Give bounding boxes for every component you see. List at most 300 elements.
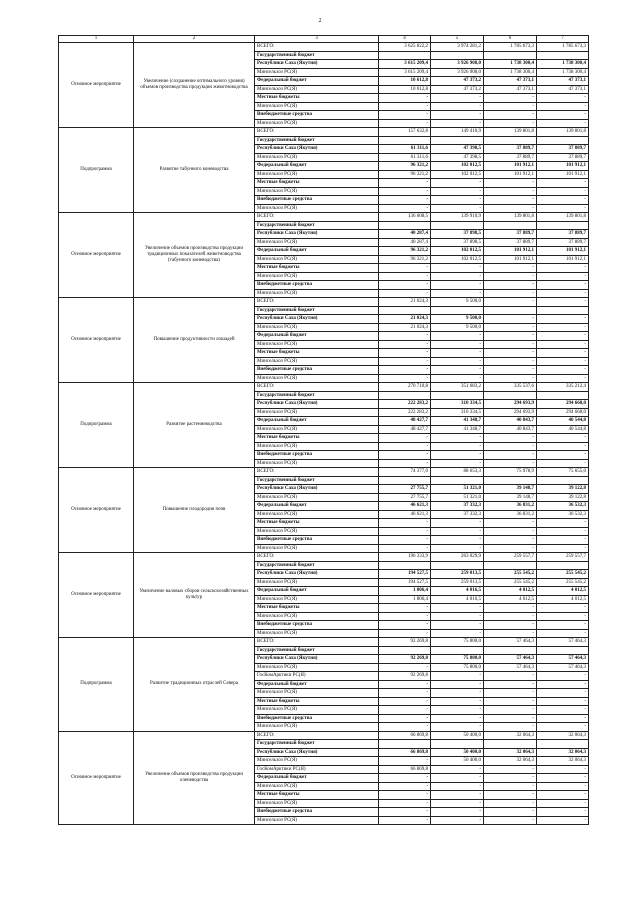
table-row [59, 298, 589, 307]
source-label-cell: Внебюджетные средства [255, 714, 379, 723]
amount-cell: - [484, 799, 537, 808]
amount-cell: - [379, 629, 431, 638]
amount-cell: 102 012,5 [431, 255, 484, 264]
amount-cell: 263 029,9 [431, 553, 484, 562]
amount-cell: - [484, 340, 537, 349]
amount-cell: - [537, 298, 589, 307]
amount-cell: - [379, 757, 431, 766]
amount-cell: - [431, 774, 484, 783]
source-label-cell: Республики Саха (Якутия) [255, 145, 379, 154]
amount-cell [484, 136, 537, 145]
amount-cell: - [484, 621, 537, 630]
amount-cell: 101 912,1 [537, 162, 589, 171]
amount-cell: - [431, 672, 484, 681]
amount-cell [431, 391, 484, 400]
amount-cell [484, 221, 537, 230]
amount-cell: - [537, 706, 589, 715]
amount-cell: - [537, 782, 589, 791]
source-label-cell: Минсельхоз РС(Я) [255, 289, 379, 298]
amount-cell: 294 693,9 [484, 400, 537, 409]
source-label-cell: Местные бюджеты [255, 434, 379, 443]
amount-cell: 88 653,3 [431, 468, 484, 477]
source-label-cell: Федеральный бюджет [255, 502, 379, 511]
amount-cell: - [379, 697, 431, 706]
amount-cell: 75 800,0 [431, 655, 484, 664]
amount-cell: 37 889,7 [537, 230, 589, 239]
source-label-cell: ГосКомАрктики РС(Я) [255, 765, 379, 774]
amount-cell: - [484, 119, 537, 128]
amount-cell: - [379, 527, 431, 536]
amount-cell: - [379, 689, 431, 698]
amount-cell: - [484, 816, 537, 825]
amount-cell: - [431, 723, 484, 732]
amount-cell: - [537, 272, 589, 281]
source-label-cell: Федеральный бюджет [255, 332, 379, 341]
amount-cell: 32 064,3 [484, 748, 537, 757]
row-title-cell: Увеличение объемов производства продукции оленеводства [134, 731, 255, 825]
amount-cell: 96 321,2 [379, 255, 431, 264]
amount-cell: 96 321,2 [379, 162, 431, 171]
source-label-cell: Государственный бюджет [255, 391, 379, 400]
amount-cell: 1 738 300,4 [537, 68, 589, 77]
amount-cell: - [537, 289, 589, 298]
source-label-cell: Минсельхоз РС(Я) [255, 723, 379, 732]
amount-cell: - [431, 442, 484, 451]
source-label-cell: Государственный бюджет [255, 476, 379, 485]
amount-cell: - [484, 366, 537, 375]
amount-cell: 46 621,3 [379, 502, 431, 511]
amount-cell: 40 287,4 [379, 230, 431, 239]
amount-cell: 92 269,8 [379, 672, 431, 681]
amount-cell: - [431, 281, 484, 290]
amount-cell: - [484, 714, 537, 723]
amount-cell [431, 306, 484, 315]
source-label-cell: Внебюджетные средства [255, 451, 379, 460]
amount-cell: - [484, 765, 537, 774]
amount-cell: - [484, 111, 537, 120]
amount-cell: - [431, 527, 484, 536]
source-label-cell: Минсельхоз РС(Я) [255, 442, 379, 451]
page-number: 2 [318, 18, 322, 24]
amount-cell: - [537, 179, 589, 188]
amount-cell: - [537, 714, 589, 723]
amount-cell [537, 561, 589, 570]
amount-cell: - [431, 765, 484, 774]
amount-cell: 351 683,2 [431, 383, 484, 392]
source-label-cell: Минсельхоз РС(Я) [255, 119, 379, 128]
amount-cell: - [379, 196, 431, 205]
amount-cell: 101 912,1 [537, 170, 589, 179]
source-label-cell: Минсельхоз РС(Я) [255, 425, 379, 434]
amount-cell: - [484, 451, 537, 460]
source-label-cell: Минсельхоз РС(Я) [255, 68, 379, 77]
amount-cell: - [484, 612, 537, 621]
amount-cell: - [379, 621, 431, 630]
amount-cell [484, 51, 537, 60]
source-label-cell: Республики Саха (Якутия) [255, 485, 379, 494]
amount-cell: 1 785 673,3 [537, 43, 589, 52]
amount-cell: 47 373,1 [537, 77, 589, 86]
source-label-cell: Местные бюджеты [255, 697, 379, 706]
amount-cell: - [537, 340, 589, 349]
amount-cell: 101 912,1 [484, 170, 537, 179]
amount-cell: - [484, 349, 537, 358]
amount-cell: 27 755,7 [379, 493, 431, 502]
amount-cell: - [379, 791, 431, 800]
amount-cell: - [431, 196, 484, 205]
row-type-cell: Основное мероприятие [59, 468, 134, 553]
amount-cell: - [431, 94, 484, 103]
amount-cell: - [379, 281, 431, 290]
amount-cell: - [537, 442, 589, 451]
amount-cell: 101 912,1 [537, 255, 589, 264]
amount-cell: - [431, 782, 484, 791]
source-label-cell: Минсельхоз РС(Я) [255, 782, 379, 791]
amount-cell: - [537, 111, 589, 120]
amount-cell: 102 012,5 [431, 162, 484, 171]
amount-cell: 1 738 300,4 [537, 60, 589, 69]
amount-cell: - [484, 102, 537, 111]
amount-cell: - [537, 536, 589, 545]
amount-cell: - [379, 119, 431, 128]
amount-cell: - [379, 187, 431, 196]
table-row [59, 383, 589, 392]
amount-cell: 51 321,0 [431, 493, 484, 502]
amount-cell: - [431, 799, 484, 808]
amount-cell: 50 400,0 [431, 757, 484, 766]
amount-cell: - [379, 680, 431, 689]
amount-cell: - [379, 808, 431, 817]
amount-cell [379, 221, 431, 230]
amount-cell: - [484, 281, 537, 290]
amount-cell: 3 615 209,4 [379, 60, 431, 69]
source-label-cell: ВСЕГО: [255, 553, 379, 562]
source-label-cell: Республики Саха (Якутия) [255, 400, 379, 409]
amount-cell [537, 136, 589, 145]
amount-cell: - [379, 102, 431, 111]
amount-cell: 136 608,5 [379, 213, 431, 222]
amount-cell: - [431, 272, 484, 281]
source-label-cell: Минсельхоз РС(Я) [255, 816, 379, 825]
source-label-cell: Минсельхоз РС(Я) [255, 689, 379, 698]
source-label-cell: Республики Саха (Якутия) [255, 315, 379, 324]
amount-cell: 222 283,2 [379, 400, 431, 409]
amount-cell: 1 806,4 [379, 595, 431, 604]
amount-cell: - [537, 519, 589, 528]
amount-cell: 32 064,3 [537, 757, 589, 766]
amount-cell: - [484, 723, 537, 732]
amount-cell: 139 801,8 [484, 128, 537, 137]
amount-cell: 4 012,5 [484, 587, 537, 596]
amount-cell: - [484, 544, 537, 553]
row-title-cell: Повышение плодородия почв [134, 468, 255, 553]
source-label-cell: ВСЕГО: [255, 638, 379, 647]
amount-cell: - [431, 357, 484, 366]
amount-cell [484, 306, 537, 315]
amount-cell: 4 016,5 [431, 587, 484, 596]
header-cell: 3 [255, 36, 379, 43]
source-label-cell: Минсельхоз РС(Я) [255, 544, 379, 553]
source-label-cell: Внебюджетные средства [255, 621, 379, 630]
amount-cell: 32 064,3 [484, 731, 537, 740]
row-type-cell: Основное мероприятие [59, 553, 134, 638]
amount-cell [379, 391, 431, 400]
amount-cell: 66 869,8 [379, 765, 431, 774]
source-label-cell: Республики Саха (Якутия) [255, 230, 379, 239]
amount-cell: - [431, 119, 484, 128]
amount-cell: 255 545,2 [484, 570, 537, 579]
amount-cell: - [537, 672, 589, 681]
amount-cell: - [379, 544, 431, 553]
amount-cell [379, 136, 431, 145]
amount-cell: 37 889,7 [537, 145, 589, 154]
amount-cell: - [379, 663, 431, 672]
amount-cell: - [484, 196, 537, 205]
amount-cell: 21 024,3 [379, 298, 431, 307]
amount-cell: 37 898,5 [431, 238, 484, 247]
source-label-cell: Внебюджетные средства [255, 111, 379, 120]
table-row [59, 638, 589, 647]
amount-cell: 37 889,7 [537, 153, 589, 162]
amount-cell: 32 064,3 [537, 748, 589, 757]
amount-cell: 96 321,2 [379, 247, 431, 256]
amount-cell: - [431, 204, 484, 213]
amount-cell: 101 912,1 [484, 162, 537, 171]
amount-cell: 75 800,0 [431, 638, 484, 647]
amount-cell: 92 269,8 [379, 655, 431, 664]
source-label-cell: Минсельхоз РС(Я) [255, 374, 379, 383]
amount-cell: - [379, 782, 431, 791]
row-title-cell: Увеличение объемов производства продукции традиционных показателей животноводства (табунного коневодства) [134, 213, 255, 298]
amount-cell: - [379, 442, 431, 451]
source-label-cell: Местные бюджеты [255, 604, 379, 613]
amount-cell: 194 527,5 [379, 578, 431, 587]
amount-cell [379, 646, 431, 655]
amount-cell [379, 740, 431, 749]
amount-cell: 50 400,0 [431, 748, 484, 757]
amount-cell: - [537, 323, 589, 332]
source-label-cell: Минсельхоз РС(Я) [255, 757, 379, 766]
amount-cell: 75 978,9 [484, 468, 537, 477]
source-label-cell: Минсельхоз РС(Я) [255, 595, 379, 604]
source-label-cell: Внебюджетные средства [255, 281, 379, 290]
amount-cell: - [431, 629, 484, 638]
amount-cell: 57 464,3 [484, 655, 537, 664]
amount-cell: - [484, 459, 537, 468]
amount-cell: - [431, 451, 484, 460]
source-label-cell: Минсельхоз РС(Я) [255, 204, 379, 213]
amount-cell: - [537, 459, 589, 468]
source-label-cell: Минсельхоз РС(Я) [255, 255, 379, 264]
amount-cell: 36 532,3 [537, 502, 589, 511]
amount-cell: - [537, 374, 589, 383]
amount-cell: 3 926 908,0 [431, 60, 484, 69]
amount-cell: - [379, 332, 431, 341]
amount-cell: 310 334,5 [431, 400, 484, 409]
amount-cell: - [484, 357, 537, 366]
amount-cell: 27 755,7 [379, 485, 431, 494]
source-label-cell: Минсельхоз РС(Я) [255, 706, 379, 715]
amount-cell [431, 561, 484, 570]
amount-cell: - [484, 434, 537, 443]
source-label-cell: Местные бюджеты [255, 94, 379, 103]
amount-cell [537, 740, 589, 749]
amount-cell [484, 476, 537, 485]
amount-cell: - [537, 196, 589, 205]
amount-cell: - [537, 119, 589, 128]
amount-cell: 75 800,0 [431, 663, 484, 672]
amount-cell: 139 801,8 [484, 213, 537, 222]
source-label-cell: Минсельхоз РС(Я) [255, 153, 379, 162]
amount-cell: - [484, 604, 537, 613]
amount-cell: - [484, 519, 537, 528]
header-cell: 2 [134, 36, 255, 43]
amount-cell: 47 373,2 [431, 85, 484, 94]
amount-cell: - [431, 366, 484, 375]
source-label-cell: ВСЕГО: [255, 731, 379, 740]
amount-cell: - [484, 323, 537, 332]
source-label-cell: Федеральный бюджет [255, 587, 379, 596]
amount-cell: - [484, 179, 537, 188]
amount-cell: 9 500,0 [431, 323, 484, 332]
source-label-cell: Минсельхоз РС(Я) [255, 272, 379, 281]
amount-cell: - [537, 689, 589, 698]
row-type-cell: Основное мероприятие [59, 298, 134, 383]
amount-cell: 57 464,3 [484, 638, 537, 647]
amount-cell: 47 373,1 [484, 85, 537, 94]
amount-cell: 1 738 300,4 [484, 68, 537, 77]
amount-cell: - [431, 536, 484, 545]
amount-cell [484, 740, 537, 749]
source-label-cell: Республики Саха (Якутия) [255, 60, 379, 69]
row-type-cell: Основное мероприятие [59, 731, 134, 825]
table-row [59, 731, 589, 740]
header-row [59, 36, 589, 43]
amount-cell: 37 898,5 [431, 230, 484, 239]
source-label-cell: Республики Саха (Якутия) [255, 655, 379, 664]
row-type-cell: Подпрограмма [59, 638, 134, 732]
amount-cell: - [484, 672, 537, 681]
amount-cell: 101 912,1 [484, 247, 537, 256]
amount-cell: 149 410,9 [431, 128, 484, 137]
amount-cell [484, 391, 537, 400]
amount-cell: 36 532,3 [537, 510, 589, 519]
source-label-cell: Минсельхоз РС(Я) [255, 323, 379, 332]
amount-cell: - [431, 612, 484, 621]
source-label-cell: Республики Саха (Якутия) [255, 570, 379, 579]
source-label-cell: ВСЕГО: [255, 213, 379, 222]
amount-cell: - [379, 357, 431, 366]
amount-cell [537, 221, 589, 230]
amount-cell: 46 621,3 [379, 510, 431, 519]
source-label-cell: Внебюджетные средства [255, 808, 379, 817]
amount-cell: - [537, 349, 589, 358]
amount-cell: 255 545,2 [537, 578, 589, 587]
source-label-cell: Минсельхоз РС(Я) [255, 357, 379, 366]
source-label-cell: Минсельхоз РС(Я) [255, 578, 379, 587]
amount-cell: 57 464,3 [537, 638, 589, 647]
amount-cell: 40 544,8 [537, 425, 589, 434]
amount-cell: - [379, 451, 431, 460]
source-label-cell: Местные бюджеты [255, 791, 379, 800]
amount-cell: - [431, 621, 484, 630]
amount-cell: 3 615 209,4 [379, 68, 431, 77]
amount-cell: - [484, 629, 537, 638]
amount-cell: - [379, 434, 431, 443]
amount-cell: - [431, 680, 484, 689]
row-title-cell: Развитие растениеводства [134, 383, 255, 468]
amount-cell: - [537, 774, 589, 783]
amount-cell: - [537, 527, 589, 536]
source-label-cell: Минсельхоз РС(Я) [255, 187, 379, 196]
row-title-cell: Развитие традиционных отраслей Севера [134, 638, 255, 732]
header-cell: 6 [484, 36, 537, 43]
amount-cell: - [484, 527, 537, 536]
amount-cell: 39 122,8 [537, 485, 589, 494]
amount-cell: 101 912,1 [484, 255, 537, 264]
amount-cell: 41 348,7 [431, 417, 484, 426]
source-label-cell: Государственный бюджет [255, 306, 379, 315]
amount-cell: - [379, 374, 431, 383]
amount-cell: - [537, 544, 589, 553]
source-label-cell: Минсельхоз РС(Я) [255, 527, 379, 536]
amount-cell: 21 024,3 [379, 315, 431, 324]
amount-cell: 1 785 673,3 [484, 43, 537, 52]
source-label-cell: ВСЕГО: [255, 43, 379, 52]
amount-cell [484, 646, 537, 655]
source-label-cell: Федеральный бюджет [255, 680, 379, 689]
table-body [59, 36, 589, 825]
amount-cell: 75 655,0 [537, 468, 589, 477]
amount-cell: - [431, 714, 484, 723]
amount-cell: - [484, 289, 537, 298]
amount-cell: 294 693,9 [484, 408, 537, 417]
source-label-cell: Минсельхоз РС(Я) [255, 629, 379, 638]
amount-cell: 40 287,4 [379, 238, 431, 247]
amount-cell: - [484, 298, 537, 307]
amount-cell: - [484, 315, 537, 324]
source-label-cell: Минсельхоз РС(Я) [255, 799, 379, 808]
amount-cell: 259 557,7 [537, 553, 589, 562]
row-title-cell: Увеличение валовых сборов сельскохозяйственных культур [134, 553, 255, 638]
amount-cell: 51 321,0 [431, 485, 484, 494]
amount-cell: 310 334,5 [431, 408, 484, 417]
table-row [59, 553, 589, 562]
amount-cell: - [379, 340, 431, 349]
amount-cell [431, 51, 484, 60]
amount-cell: - [484, 536, 537, 545]
table-row [59, 43, 589, 52]
source-label-cell: Федеральный бюджет [255, 162, 379, 171]
amount-cell: 48 427,7 [379, 425, 431, 434]
amount-cell: 39 148,7 [484, 493, 537, 502]
amount-cell: - [484, 264, 537, 273]
amount-cell: - [379, 519, 431, 528]
amount-cell: - [537, 621, 589, 630]
source-label-cell: Минсельхоз РС(Я) [255, 408, 379, 417]
header-cell: 5 [431, 36, 484, 43]
amount-cell: - [431, 187, 484, 196]
amount-cell: - [537, 765, 589, 774]
amount-cell: - [379, 111, 431, 120]
amount-cell: 47 398,5 [431, 153, 484, 162]
amount-cell: - [431, 434, 484, 443]
amount-cell: 92 269,8 [379, 638, 431, 647]
amount-cell: 1 806,4 [379, 587, 431, 596]
amount-cell: - [484, 332, 537, 341]
amount-cell: 57 464,3 [537, 663, 589, 672]
row-type-cell: Подпрограмма [59, 128, 134, 213]
